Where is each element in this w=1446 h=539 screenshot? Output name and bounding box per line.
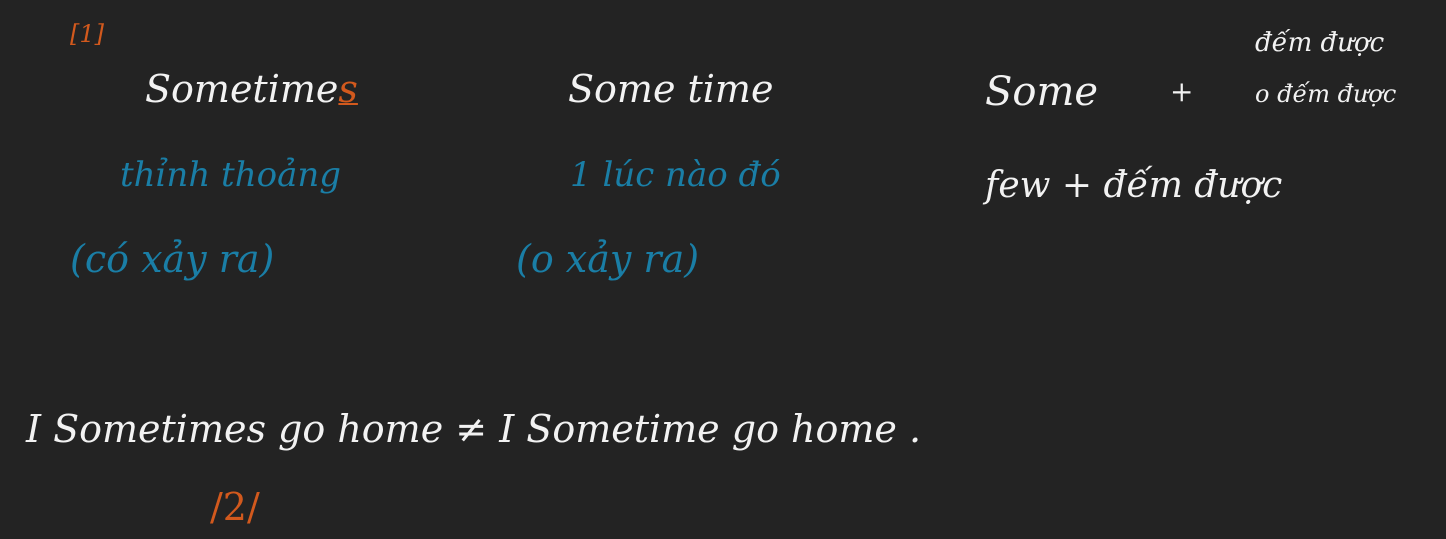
- term-some: Some: [985, 69, 1099, 115]
- term-sometimes: [145, 67, 358, 111]
- term-few-line: few + đếm được: [985, 165, 1283, 206]
- example-sentence: I Sometimes go home ≠ I Sometime go home .: [26, 407, 922, 451]
- def-uncountable: o đếm được: [1255, 80, 1397, 108]
- term-sometimes-base: Sometime: [145, 67, 339, 111]
- plus-sign: +: [1170, 75, 1194, 108]
- def-countable: đếm được: [1255, 28, 1385, 58]
- footnote-marker-1: [1]: [70, 20, 104, 48]
- term-some-time: Some time: [568, 67, 774, 111]
- meaning-sometimes: thỉnh thoảng: [120, 155, 341, 195]
- note-sometimes: (có xảy ra): [70, 237, 275, 281]
- term-sometimes-suffix: s: [338, 67, 358, 111]
- note-some-time: (o xảy ra): [516, 237, 700, 281]
- meaning-some-time: 1 lúc nào đó: [570, 155, 781, 195]
- footnote-marker-2: /2/: [210, 485, 260, 529]
